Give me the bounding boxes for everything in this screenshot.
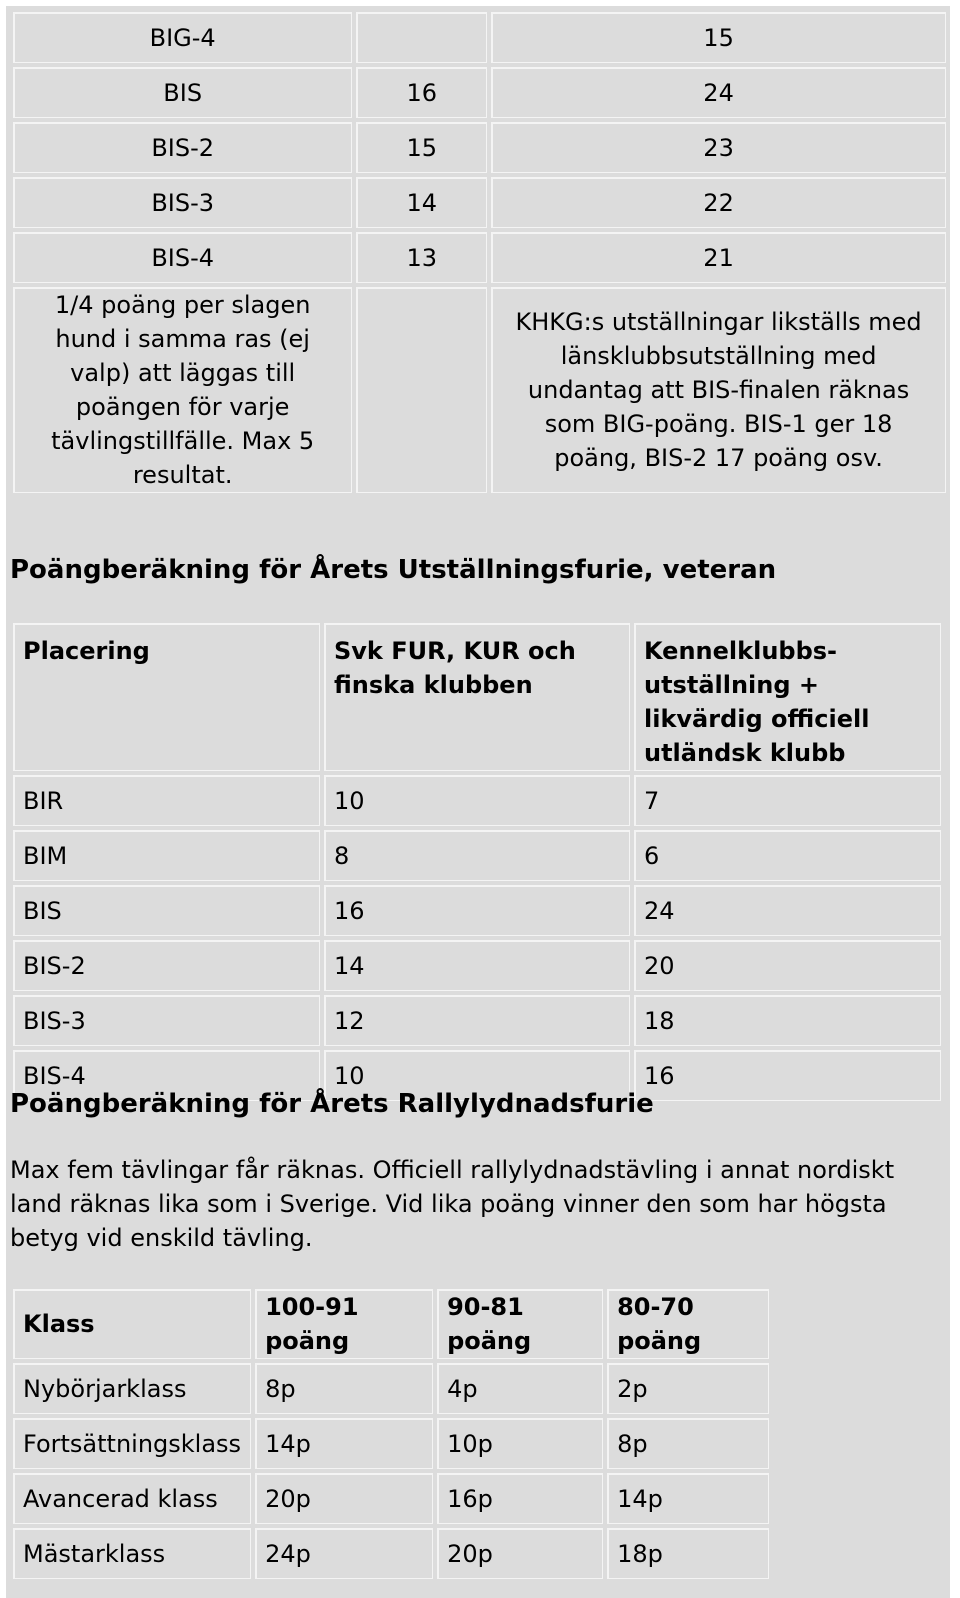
table-cell: 18p: [607, 1528, 769, 1579]
table-cell: BIS-2: [13, 940, 320, 991]
table-row: [13, 12, 946, 63]
table-row: [13, 830, 941, 881]
rally-points-table: [9, 1285, 773, 1583]
table-row: [13, 1418, 769, 1469]
table-row: [13, 1473, 769, 1524]
table-cell: 6: [634, 830, 941, 881]
veteran-heading: Poängberäkning för Årets Utställningsfurie, veteran: [10, 555, 777, 585]
table-cell: BIS-4: [13, 1050, 320, 1101]
table-row: [13, 940, 941, 991]
table-cell: 18: [634, 995, 941, 1046]
header-cell: Placering: [13, 623, 320, 771]
table-row: [13, 67, 946, 118]
table-cell: 22: [491, 177, 946, 228]
table-cell: 8p: [255, 1363, 433, 1414]
table-cell: BIS-4: [13, 232, 352, 283]
table-row: [13, 995, 941, 1046]
table-cell: 7: [634, 775, 941, 826]
header-cell: Klass: [13, 1289, 251, 1359]
table-row: [13, 177, 946, 228]
table-cell: 16: [356, 67, 487, 118]
table-cell: 16: [634, 1050, 941, 1101]
table-cell: BIM: [13, 830, 320, 881]
table-cell: 12: [324, 995, 630, 1046]
table-cell: 20p: [437, 1528, 603, 1579]
note-mid-cell: [356, 287, 487, 493]
table-cell: 14: [324, 940, 630, 991]
table-cell: BIS: [13, 67, 352, 118]
table-cell: BIS-3: [13, 995, 320, 1046]
note-left-cell: 1/4 poäng per slagen hund i samma ras (ej valp) att läggas till poängen för varje tävlingstillfälle. Max 5 resultat.: [13, 287, 352, 493]
table-row: [13, 232, 946, 283]
table-cell: 14p: [255, 1418, 433, 1469]
table-cell: 8: [324, 830, 630, 881]
table-cell: Nybörjarklass: [13, 1363, 251, 1414]
table-cell: BIR: [13, 775, 320, 826]
table-cell: 16p: [437, 1473, 603, 1524]
table-cell: 10: [324, 775, 630, 826]
header-cell: 90-81 poäng: [437, 1289, 603, 1359]
table-cell: 24: [634, 885, 941, 936]
table-cell: 24p: [255, 1528, 433, 1579]
table-cell: 8p: [607, 1418, 769, 1469]
table-cell: 15: [356, 122, 487, 173]
note-right-cell: KHKG:s utställningar likställs med länsklubbsutställning med undantag att BIS-finalen räknas som BIG-poäng. BIS-1 ger 18 poäng, BIS-2 17 poäng osv.: [491, 287, 946, 493]
table-cell: 14p: [607, 1473, 769, 1524]
table-cell: 24: [491, 67, 946, 118]
table-header-row: [13, 623, 941, 771]
table-cell: 4p: [437, 1363, 603, 1414]
header-cell: 80-70 poäng: [607, 1289, 769, 1359]
table-cell: [356, 12, 487, 63]
table-row: [13, 885, 941, 936]
table-cell: 20: [634, 940, 941, 991]
table-cell: Fortsättningsklass: [13, 1418, 251, 1469]
header-cell: Svk FUR, KUR och finska klubben: [324, 623, 630, 771]
table-cell: 20p: [255, 1473, 433, 1524]
table-cell: 15: [491, 12, 946, 63]
document-page: [6, 6, 950, 1598]
table-cell: 10: [324, 1050, 630, 1101]
table-row: [13, 122, 946, 173]
table-cell: 2p: [607, 1363, 769, 1414]
table-header-row: [13, 1289, 769, 1359]
rally-heading: Poängberäkning för Årets Rallylydnadsfurie: [10, 1089, 654, 1119]
table-row-note: [13, 287, 946, 493]
table-cell: Mästarklass: [13, 1528, 251, 1579]
header-cell: Kennelklubbs-utställning + likvärdig officiell utländsk klubb: [634, 623, 941, 771]
table-cell: BIS-3: [13, 177, 352, 228]
table-row: [13, 1528, 769, 1579]
table-cell: Avancerad klass: [13, 1473, 251, 1524]
bis-points-table: [9, 8, 950, 497]
table-cell: BIS-2: [13, 122, 352, 173]
table-cell: BIG-4: [13, 12, 352, 63]
table-cell: 10p: [437, 1418, 603, 1469]
table-cell: 23: [491, 122, 946, 173]
table-cell: 21: [491, 232, 946, 283]
table-cell: 16: [324, 885, 630, 936]
table-cell: BIS: [13, 885, 320, 936]
table-row: [13, 775, 941, 826]
table-cell: 13: [356, 232, 487, 283]
table-cell: 14: [356, 177, 487, 228]
table-row: [13, 1363, 769, 1414]
veteran-points-table: [9, 619, 945, 1105]
header-cell: 100-91 poäng: [255, 1289, 433, 1359]
rally-paragraph: Max fem tävlingar får räknas. Officiell rallylydnadstävling i annat nordiskt land räknas lika som i Sverige. Vid lika poäng vinner den som har högsta betyg vid enskild tävling.: [10, 1156, 895, 1252]
